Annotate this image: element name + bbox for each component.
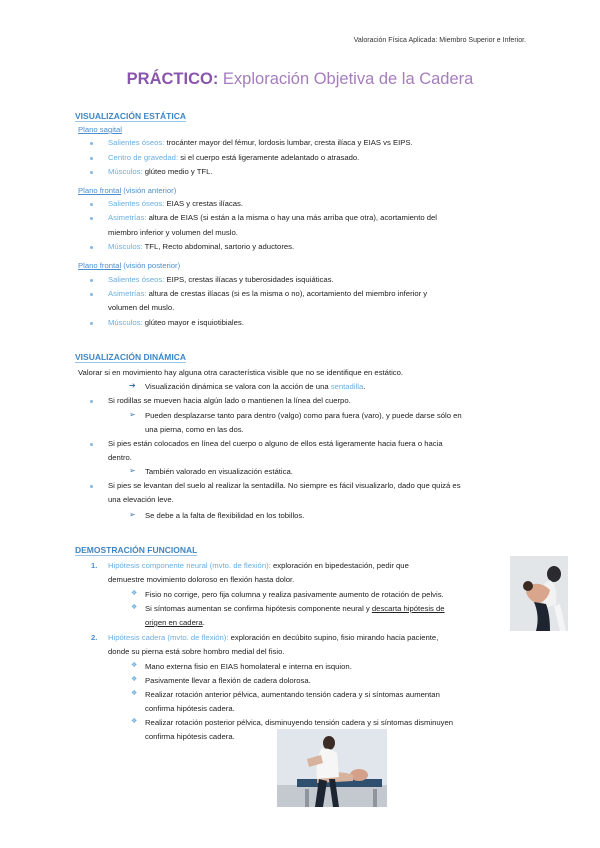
bullet-icon <box>90 279 93 282</box>
section-static-heading: VISUALIZACIÓN ESTÁTICA <box>75 111 186 121</box>
bullet-icon <box>90 443 93 446</box>
list-item: Si síntomas aumentan se confirma hipótesis componente neural y descarta hipótesis de <box>145 604 445 613</box>
diamond-bullet-icon: ❖ <box>131 690 138 697</box>
list-item: Si pies están colocados en línea del cuerpo o alguno de ellos está ligeramente hacia fuera o hacia <box>108 439 443 448</box>
list-item: Pasivamente llevar a flexión de cadera dolorosa. <box>145 676 311 685</box>
bullet-icon <box>90 485 93 488</box>
subsection-sagital: Plano sagital <box>78 125 123 134</box>
photo-standing-flexion-exam <box>510 556 568 631</box>
list-item: Mano externa fisio en EIAS homolateral e interna en isquion. <box>145 662 352 671</box>
chevron-right-icon: ➢ <box>129 410 136 419</box>
list-item: Realizar rotación anterior pélvica, aumentando tensión cadera y si síntomas aumentan <box>145 690 440 699</box>
list-item-continuation: donde su pierna está sobre hombro medial del fisio. <box>108 647 285 656</box>
bullet-icon <box>90 293 93 296</box>
list-item-continuation: confirma hipótesis cadera. <box>145 704 235 713</box>
list-item-continuation: una pierna, como en las dos. <box>145 425 244 434</box>
list-item: Hipótesis cadera (mvto. de flexión): exploración en decúbito supino, fisio mirando hacia paciente, <box>108 633 439 642</box>
title-bold: PRÁCTICO: <box>126 70 219 88</box>
list-item: Músculos: glúteo mayor e isquiotibiales. <box>108 318 244 327</box>
bullet-icon <box>90 217 93 220</box>
list-number: 1. <box>91 561 98 570</box>
list-item: Pueden desplazarse tanto para dentro (valgo) como para fuera (varo), y puede darse sólo en <box>145 411 462 420</box>
bullet-icon <box>90 246 93 249</box>
list-item: Hipótesis componente neural (mvto. de flexión): exploración en bipedestación, pedir que <box>108 561 409 570</box>
paragraph: Valorar si en movimiento hay alguna otra característica visible que no se identifique en estático. <box>78 368 404 377</box>
list-item: También valorado en visualización estática. <box>145 467 293 476</box>
section-functional-heading: DEMOSTRACIÓN FUNCIONAL <box>75 545 198 555</box>
list-item: Visualización dinámica se valora con la acción de una sentadilla. <box>145 382 366 391</box>
diamond-bullet-icon: ❖ <box>131 590 138 597</box>
list-item-continuation: confirma hipótesis cadera. <box>145 732 235 741</box>
list-item: Salientes óseos: EIPS, crestas ilíacas y tuberosidades isquiáticas. <box>108 275 334 284</box>
list-item: Salientes óseos: EIAS y crestas ilíacas. <box>108 199 244 208</box>
running-header: Valoración Física Aplicada: Miembro Superior e Inferior. <box>353 37 526 44</box>
diamond-bullet-icon: ❖ <box>131 604 138 611</box>
list-item: Asimetrías: altura de EIAS (si están a la misma o hay una más arriba que otra), acortamiento del <box>108 213 438 222</box>
title-rest: Exploración Objetiva de la Cadera <box>218 70 474 88</box>
photo-supine-hip-flexion-exam <box>277 729 387 807</box>
list-item-continuation: dentro. <box>108 453 132 462</box>
diamond-bullet-icon: ❖ <box>131 718 138 725</box>
list-item: Se debe a la falta de flexibilidad en los tobillos. <box>145 511 305 520</box>
subsection-frontal-anterior: Plano frontal (visión anterior) <box>78 186 177 195</box>
chevron-right-icon: ➢ <box>129 466 136 475</box>
list-item: Músculos: glúteo medio y TFL. <box>108 167 213 176</box>
list-item-continuation: volumen del muslo. <box>108 303 175 312</box>
arrow-right-icon: ➔ <box>129 381 136 390</box>
chevron-right-icon: ➢ <box>129 510 136 519</box>
list-item: Centro de gravedad: si el cuerpo está ligeramente adelantado o atrasado. <box>108 153 360 162</box>
bullet-icon <box>90 171 93 174</box>
list-item-continuation: una elevación leve. <box>108 495 174 504</box>
list-item: Realizar rotación posterior pélvica, disminuyendo tensión cadera y si síntomas disminuyen <box>145 718 454 727</box>
bullet-icon <box>90 157 93 160</box>
list-item: Asimetrías: altura de crestas ilíacas (si es la misma o no), acortamiento del miembro inferior y <box>108 289 428 298</box>
list-number: 2. <box>91 633 98 642</box>
list-item-continuation: miembro inferior y volumen del muslo. <box>108 228 238 237</box>
bullet-icon <box>90 203 93 206</box>
list-item: Si pies se levantan del suelo al realizar la sentadilla. No siempre es fácil visualizarlo, dado que quizá es <box>108 481 461 490</box>
diamond-bullet-icon: ❖ <box>131 676 138 683</box>
list-item-continuation: demuestre movimiento doloroso en flexión hasta dolor. <box>108 575 295 584</box>
list-item: Si rodillas se mueven hacia algún lado o mantienen la línea del cuerpo. <box>108 396 351 405</box>
list-item: Fisio no corrige, pero fija columna y realiza pasivamente aumento de rotación de pelvis. <box>145 590 444 599</box>
diamond-bullet-icon: ❖ <box>131 662 138 669</box>
bullet-icon <box>90 400 93 403</box>
subsection-frontal-posterior: Plano frontal (visión posterior) <box>78 261 181 270</box>
list-item-continuation: origen en cadera. <box>145 618 205 627</box>
list-item: Salientes óseos: trocánter mayor del fémur, lordosis lumbar, cresta ilíaca y EIAS vs EIPS. <box>108 138 413 147</box>
bullet-icon <box>90 142 93 145</box>
section-dynamic-heading: VISUALIZACIÓN DINÁMICA <box>75 352 186 362</box>
list-item: Músculos: TFL, Recto abdominal, sartorio y aductores. <box>108 242 295 251</box>
bullet-icon <box>90 322 93 325</box>
page-title <box>0 70 600 89</box>
